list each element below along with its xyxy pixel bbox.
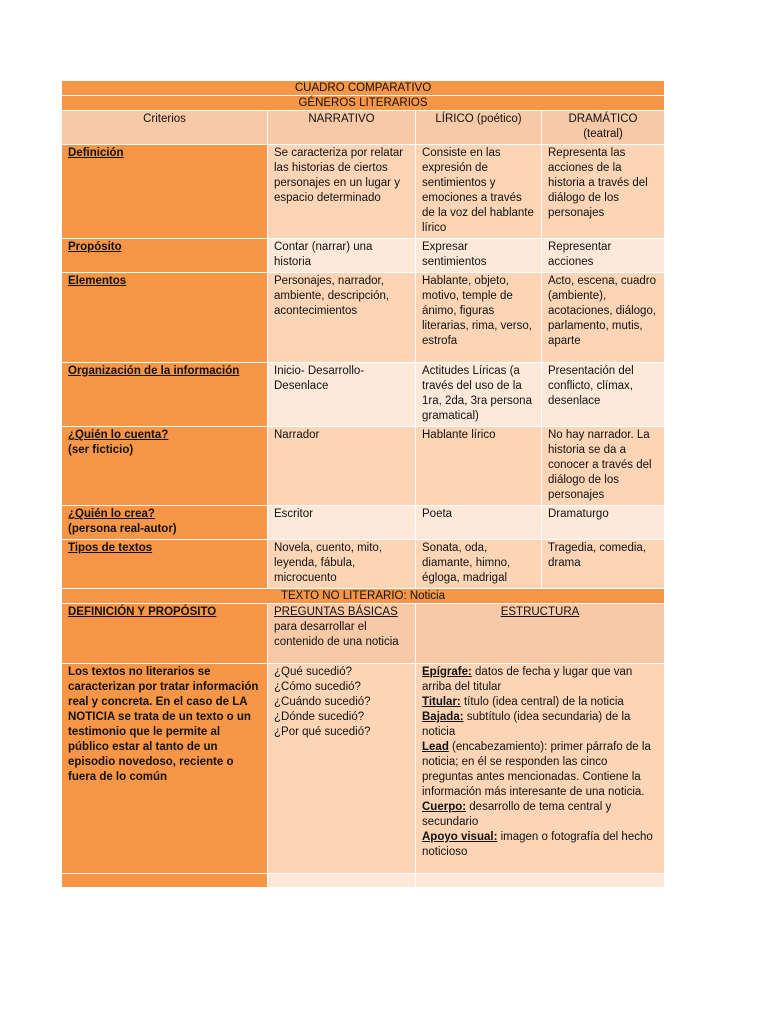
criterion-label: Organización de la información [68, 365, 240, 377]
noticia-col2-header [268, 604, 416, 664]
pregunta-item: ¿Qué sucedió? [274, 666, 352, 678]
criterion-label: ¿Quién lo cuenta? [68, 429, 169, 441]
criterion-elementos [62, 273, 268, 363]
noticia-col3-label: ESTRUCTURA [500, 606, 580, 618]
estructura-text: desarrollo de tema central y secundario [422, 801, 612, 828]
criterion-tipos [62, 540, 268, 589]
cell-narrativo: Personajes, narrador, ambiente, descripción, acontecimientos [268, 273, 416, 363]
noticia-header-row [62, 604, 665, 664]
table-subtitle: GÉNEROS LITERARIOS [62, 96, 665, 111]
header-lirico: LÍRICO (poético) [416, 111, 542, 145]
estructura-term: Cuerpo: [422, 801, 467, 813]
noticia-section-title: TEXTO NO LITERARIO: Noticia [62, 589, 665, 604]
estructura-item [422, 800, 658, 830]
noticia-col2-label: PREGUNTAS BÁSICAS [274, 606, 398, 618]
criterion-quien-crea [62, 506, 268, 540]
estructura-term: Epígrafe: [422, 666, 472, 678]
cell-dramatico: Acto, escena, cuadro (ambiente), acotaciones, diálogo, parlamento, mutis, aparte [542, 273, 665, 363]
column-header-row [62, 111, 665, 145]
criterion-label: Definición [68, 147, 124, 159]
noticia-col2-sublabel: para desarrollar el contenido de una noticia [274, 621, 399, 648]
estructura-text: (encabezamiento): primer párrafo de la noticia; en él se responden las cinco preguntas antes mencionadas. Contiene la información más interesante de una noticia. [422, 741, 651, 798]
pregunta-item: ¿Por qué sucedió? [274, 726, 371, 738]
cell-lirico: Hablante, objeto, motivo, temple de ánimo, figuras literarias, rima, verso, estrofa [416, 273, 542, 363]
cell-lirico: Actitudes Líricas (a través del uso de la 1ra, 2da, 3ra persona gramatical) [416, 363, 542, 427]
estructura-text: subtítulo (idea secundaria) de la noticia [422, 711, 631, 738]
pregunta-item: ¿Cuándo sucedió? [274, 696, 371, 708]
estructura-item [422, 710, 658, 740]
criterion-sublabel: (persona real-autor) [68, 523, 177, 535]
row-quien-cuenta [62, 427, 665, 506]
criterion-organizacion [62, 363, 268, 427]
estructura-term: Lead [422, 741, 449, 753]
cell-dramatico: Presentación del conflicto, clímax, desenlace [542, 363, 665, 427]
criterion-sublabel: (ser ficticio) [68, 444, 134, 456]
pregunta-item: ¿Cómo sucedió? [274, 681, 361, 693]
criterion-label: Elementos [68, 275, 127, 287]
noticia-col3-header [416, 604, 665, 664]
estructura-item [422, 830, 658, 860]
row-tipos [62, 540, 665, 589]
comparative-table [61, 80, 665, 888]
estructura-item [422, 665, 658, 695]
row-elementos [62, 273, 665, 363]
estructura-term: Bajada: [422, 711, 464, 723]
cell-lirico: Sonata, oda, diamante, himno, égloga, madrigal [416, 540, 542, 589]
empty-cell [62, 874, 268, 888]
cell-narrativo: Novela, cuento, mito, leyenda, fábula, microcuento [268, 540, 416, 589]
cell-dramatico: Representa las acciones de la historia a través del diálogo de los personajes [542, 145, 665, 239]
cell-narrativo: Narrador [268, 427, 416, 506]
table-title: CUADRO COMPARATIVO [62, 81, 665, 96]
header-dramatico [542, 111, 665, 145]
header-dramatico-sub: (teatral) [583, 128, 623, 140]
noticia-preguntas [268, 664, 416, 874]
header-narrativo: NARRATIVO [268, 111, 416, 145]
noticia-definicion: Los textos no literarios se caracterizan por tratar información real y concreta. En el caso de LA NOTICIA se trata de un texto o un testimonio que le permite al público estar al tanto de un episodio novedoso, reciente o fuera de lo común [62, 664, 268, 874]
noticia-title-row [62, 589, 665, 604]
criterion-definicion [62, 145, 268, 239]
empty-cell [416, 874, 665, 888]
cell-dramatico: No hay narrador. La historia se da a conocer a través del diálogo de los personajes [542, 427, 665, 506]
criterion-label: ¿Quién lo crea? [68, 508, 155, 520]
criterion-label: Propósito [68, 241, 122, 253]
cell-narrativo: Escritor [268, 506, 416, 540]
cell-dramatico: Dramaturgo [542, 506, 665, 540]
cell-narrativo: Inicio- Desarrollo- Desenlace [268, 363, 416, 427]
subtitle-row [62, 96, 665, 111]
estructura-text: título (idea central) de la noticia [460, 696, 624, 708]
row-organizacion [62, 363, 665, 427]
cell-narrativo: Contar (narrar) una historia [268, 239, 416, 273]
noticia-content-row [62, 664, 665, 874]
header-dramatico-label: DRAMÁTICO [568, 113, 638, 125]
criterion-proposito [62, 239, 268, 273]
title-row [62, 81, 665, 96]
estructura-text: imagen o fotografía del hecho noticioso [422, 831, 653, 858]
cell-lirico: Poeta [416, 506, 542, 540]
noticia-col1-header [62, 604, 268, 664]
cell-dramatico: Tragedia, comedia, drama [542, 540, 665, 589]
estructura-item [422, 695, 658, 710]
cell-lirico: Consiste en las expresión de sentimientos y emociones a través de la voz del hablante lírico [416, 145, 542, 239]
header-criterios: Criterios [62, 111, 268, 145]
row-proposito [62, 239, 665, 273]
cell-narrativo: Se caracteriza por relatar las historias de ciertos personajes en un lugar y espacio determinado [268, 145, 416, 239]
estructura-item [422, 740, 658, 800]
noticia-col1-label: DEFINICIÓN Y PROPÓSITO [68, 606, 217, 618]
estructura-text: datos de fecha y lugar que van arriba del titular [422, 666, 633, 693]
noticia-estructura [416, 664, 665, 874]
pregunta-item: ¿Dónde sucedió? [274, 711, 365, 723]
estructura-term: Apoyo visual: [422, 831, 498, 843]
estructura-term: Titular: [422, 696, 461, 708]
row-definicion [62, 145, 665, 239]
cell-lirico: Hablante lírico [416, 427, 542, 506]
criterion-label: Tipos de textos [68, 542, 153, 554]
row-quien-crea [62, 506, 665, 540]
criterion-quien-cuenta [62, 427, 268, 506]
empty-cell [268, 874, 416, 888]
empty-row [62, 874, 665, 888]
cell-lirico: Expresar sentimientos [416, 239, 542, 273]
cell-dramatico: Representar acciones [542, 239, 665, 273]
